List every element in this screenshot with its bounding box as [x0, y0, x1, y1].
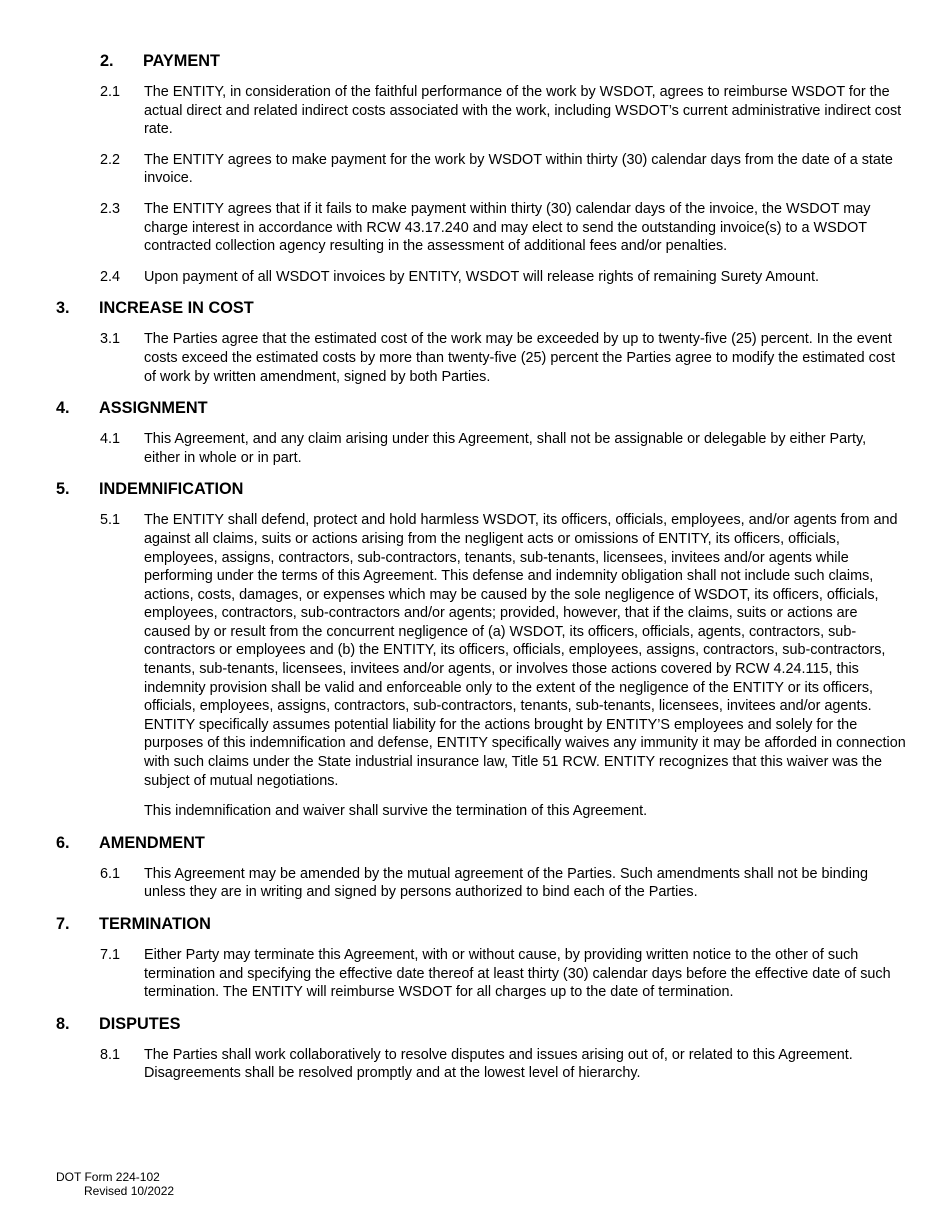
section-heading-assignment — [56, 398, 906, 418]
clause-text: The Parties agree that the estimated cost of the work may be exceeded by up to twenty-five (25) percent. In the event costs exceed the estimated costs by more than twenty-five (25) percent the Parties agree to modify the estimated cost of work by written amendment, signed by both Parties. — [144, 331, 896, 385]
clause-number: 2.3 — [100, 200, 121, 217]
clause-text: The Parties shall work collaboratively to resolve disputes and issues arising out of, or related to this Agreement. Disagreements shall be resolved promptly and at the lowest level of hierarchy. — [144, 1046, 853, 1082]
form-number: DOT Form 224-102 — [56, 1170, 160, 1184]
section-title: AMENDMENT — [99, 833, 205, 852]
section-heading-payment — [100, 51, 906, 71]
clause-number: 2.4 — [100, 268, 121, 285]
section-title: TERMINATION — [99, 915, 211, 933]
clause-4-1 — [100, 430, 906, 467]
clause-number: 7.1 — [100, 947, 121, 963]
agreement-body — [56, 51, 906, 1095]
clause-2-3 — [100, 200, 906, 256]
section-number: 8. — [56, 1014, 70, 1033]
clause-text: The ENTITY, in consideration of the faithful performance of the work by WSDOT, agrees to reimburse WSDOT for the actual direct and related indirect costs associated with the work, including WSDOT’s current administrative indirect cost rate. — [144, 84, 902, 138]
section-title: INCREASE IN COST — [99, 299, 254, 318]
clause-6-1 — [100, 865, 906, 902]
clause-2-1 — [100, 83, 906, 139]
section-title: DISPUTES — [99, 1014, 181, 1033]
section-number: 5. — [56, 480, 70, 499]
section-number: 4. — [56, 399, 70, 418]
clause-text: This Agreement, and any claim arising under this Agreement, shall not be assignable or delegable by either Party, either in whole or in part. — [144, 431, 867, 466]
section-number: 2. — [100, 52, 114, 70]
clause-number: 4.1 — [100, 431, 121, 448]
clause-text: Upon payment of all WSDOT invoices by ENTITY, WSDOT will release rights of remaining Surety Amount. — [144, 268, 820, 285]
clause-text: The ENTITY agrees that if it fails to make payment within thirty (30) calendar days of the invoice, the WSDOT may charge interest in accordance with RCW 43.17.240 and may elect to send the outstanding invoice(s) to a WSDOT contracted collection agency resulting in the assessment of additional fees and/or penalties. — [144, 200, 871, 255]
section-heading-termination — [56, 914, 906, 934]
clause-number: 3.1 — [100, 331, 121, 348]
section-heading-amendment — [56, 833, 906, 853]
section-number: 6. — [56, 833, 70, 852]
section-number: 7. — [56, 915, 70, 933]
clause-number: 5.1 — [100, 512, 121, 529]
clause-text: This Agreement may be amended by the mutual agreement of the Parties. Such amendments shall not be binding unless they are in writing and signed by persons authorized to bind each of the Parties. — [144, 865, 868, 901]
section-heading-disputes — [56, 1014, 906, 1034]
clause-5-survival-paragraph: This indemnification and waiver shall survive the termination of this Agreement. — [144, 803, 648, 820]
section-title: PAYMENT — [143, 52, 220, 70]
clause-number: 2.1 — [100, 84, 121, 100]
clause-number: 6.1 — [100, 865, 121, 882]
clause-2-2 — [100, 151, 906, 188]
clause-5-1 — [100, 511, 906, 790]
section-heading-indemnification — [56, 479, 906, 499]
form-revision: Revised 10/2022 — [84, 1184, 175, 1198]
clause-2-4 — [100, 268, 906, 287]
clause-number: 8.1 — [100, 1046, 121, 1063]
clause-8-1 — [100, 1046, 906, 1083]
clause-text: Either Party may terminate this Agreement, with or without cause, by providing written notice to the other of such termination and specifying the effective date thereof at least thirty (30) calendar days before the effective date of such termination. The ENTITY will reimburse WSDOT for all charges up to the date of termination. — [144, 947, 891, 1001]
clause-text: The ENTITY agrees to make payment for the work by WSDOT within thirty (30) calendar days from the date of a state invoice. — [144, 151, 893, 187]
section-title: ASSIGNMENT — [99, 399, 208, 418]
clause-7-1 — [100, 946, 906, 1002]
form-footer — [56, 1170, 174, 1198]
clause-number: 2.2 — [100, 151, 121, 168]
section-title: INDEMNIFICATION — [99, 480, 244, 499]
clause-text: The ENTITY shall defend, protect and hold harmless WSDOT, its officers, officials, employees, and/or agents from and against all claims, suits or actions arising from the negligent acts or omissions of ENTITY, its officers, officials, employees, assigns, contractors, sub-contractors, tenants, sub-tenants, licensees, invitees and/or agents while performing under the terms of this Agreement. This defense and indemnity obligation shall not include such claims, actions, costs, damages, or expenses which may be caused by the sole negligence of WSDOT, its officers, officials, employees, contractors, sub-contractors and/or agents; provided, however, that if the claims, suits or actions are caused by or result from the concurrent negligence of (a) WSDOT, its officers, officials, agents, contractors, sub-contractors or employees and (b) the ENTITY, its officers, officials, employees, assigns, contractors, sub-contractors, tenants, sub-tenants, licensees, invitees and/or agents, or involves those actions covered by RCW 4.24.115, this indemnity provision shall be valid and enforceable only to the extent of the negligence of the ENTITY or its officers, officials, employees, assigns, contractors, sub-contractors, tenants, sub-tenants, licensees, invitees and/or agents. ENTITY specifically assumes potential liability for the actions brought by ENTITY’S employees and solely for the purposes of this indemnification and defense, ENTITY specifically waives any immunity it may be afforded in connection with such claims under the State industrial insurance law, Title 51 RCW. ENTITY recognizes that this waiver was the subject of mutual negotiations. — [144, 512, 906, 789]
section-heading-increase-in-cost — [56, 298, 906, 318]
section-number: 3. — [56, 299, 70, 318]
clause-3-1 — [100, 330, 906, 386]
